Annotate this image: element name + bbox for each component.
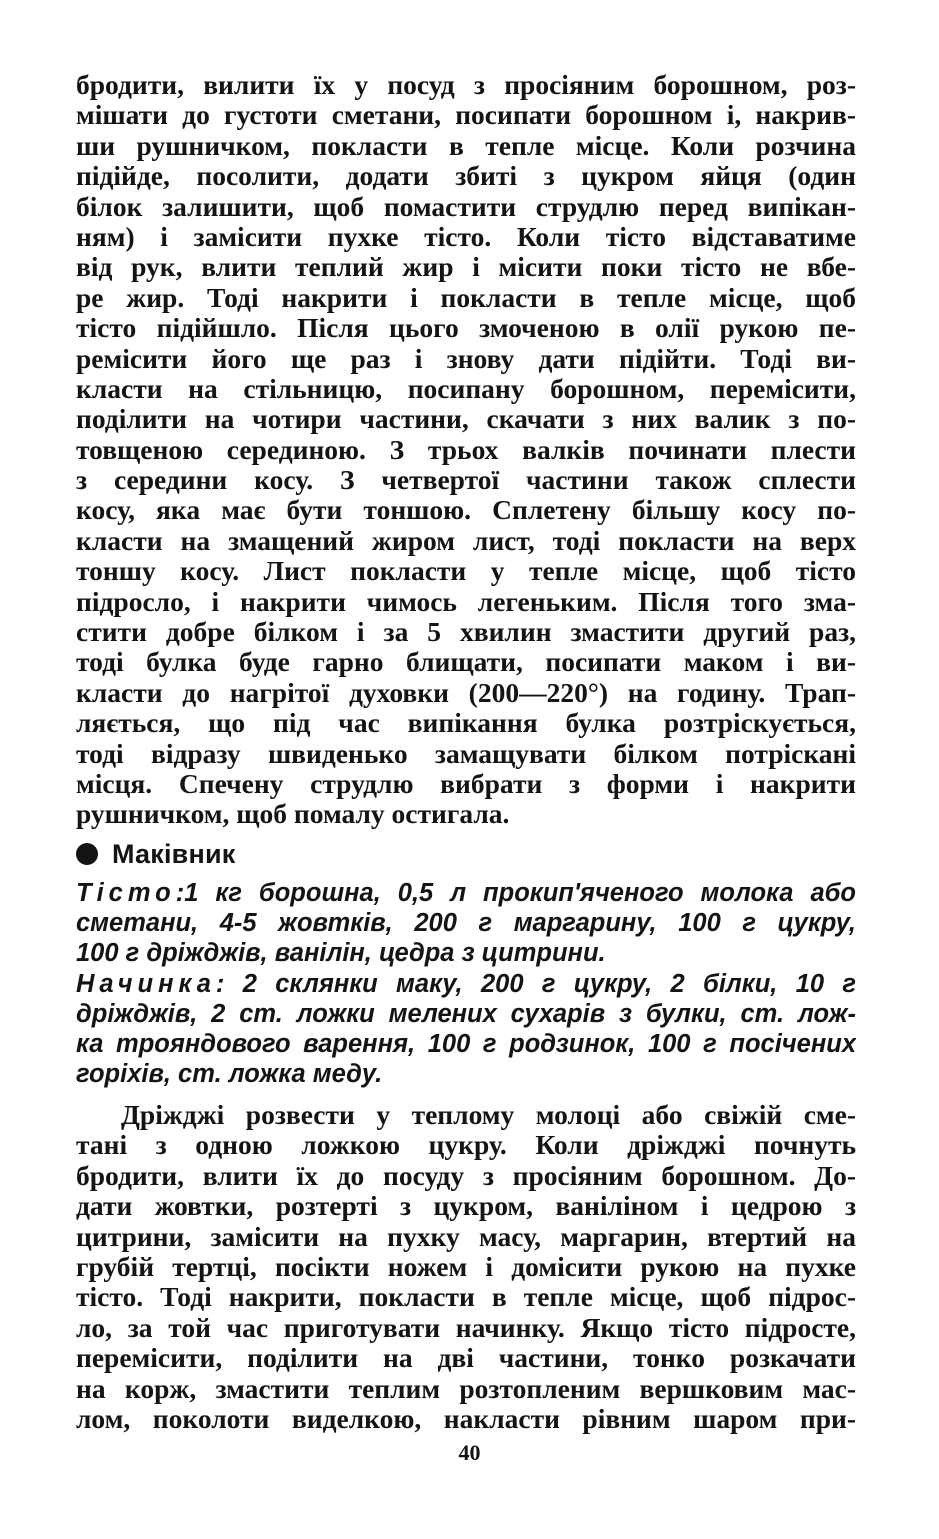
ingredients-line: сметани, 4-5 жовтків, 200 г маргарину, 100 г цукру,: [76, 909, 856, 938]
text-line: класти на змащений жиром лист, тоді покласти на верх: [76, 525, 856, 556]
text-line: тоді відразу швиденько замащувати білком потріскані: [76, 738, 856, 769]
text-line: від рук, влити теплий жир і місити поки тісто не вбе-: [76, 252, 856, 283]
text-line: товщеною серединою. З трьох валків починати плести: [76, 434, 856, 465]
text-line: цитрини, замісити на пухку масу, маргарин, втертий на: [76, 1221, 856, 1252]
ingredients-block: [76, 878, 856, 1089]
text-line: місця. Спечену струдлю вибрати з форми і накрити: [76, 768, 856, 799]
ingredients-text: : 2 склянки маку, 200 г цукру, 2 білки, 10 г: [215, 969, 856, 998]
text-line: на корж, змастити теплим розтопленим вершковим мас-: [76, 1373, 856, 1404]
text-line: мішати до густоти сметани, посипати борошном і, накрив-: [76, 100, 856, 131]
ingredients-line: 100 г дріжджів, ванілін, цедра з цитрини.: [76, 939, 606, 968]
paragraph-strudel-continuation: [76, 70, 856, 830]
paragraph-instructions: [76, 1100, 856, 1434]
filling-label: Начинка: [76, 969, 216, 998]
text-line: лом, поколоти виделкою, накласти рівним шаром при-: [76, 1403, 856, 1434]
text-line: класти на стільницю, посипану борошном, перемісити,: [76, 373, 856, 404]
text-line: Дріжджі розвести у теплому молоці або свіжій сме-: [121, 1100, 856, 1130]
text-line: рушничком, щоб помалу остигала.: [76, 799, 510, 830]
ingredients-text: :1 кг борошна, 0,5 л прокип'яченого молока або: [175, 879, 856, 907]
text-line: ре жир. Тоді накрити і покласти в тепле місце, щоб: [76, 282, 856, 313]
ingredients-line: [76, 878, 856, 908]
text-line: поділити на чотири частини, скачати з них валик з по-: [76, 404, 856, 435]
text-line: перемісити, поділити на дві частини, тонко розкачати: [76, 1343, 856, 1374]
page-number: 40: [458, 1440, 481, 1465]
ingredients-label: Тісто: [76, 879, 176, 907]
text-line: ням) і замісити пухке тісто. Коли тісто відставатиме: [76, 221, 856, 252]
text-line: бродити, влити їх до посуду з просіяним борошном. До-: [76, 1160, 856, 1191]
ingredients-line: [76, 969, 856, 999]
text-line: ремісити його ще раз і знову дати підійти. Тоді ви-: [76, 343, 856, 374]
recipe-title: Маківник: [112, 838, 236, 869]
text-line: тісто. Тоді накрити, покласти в тепле місце, щоб підрос-: [76, 1282, 856, 1313]
text-line: білок залишити, щоб помастити струдлю перед випікан-: [76, 191, 856, 222]
text-line: стити добре білком і за 5 хвилин змастити другий раз,: [76, 617, 856, 648]
text-line: тані з одною ложкою цукру. Коли дріжджі почнуть: [76, 1130, 856, 1161]
text-line: підійде, посолити, додати збиті з цукром яйця (один: [76, 161, 856, 192]
text-line: косу, яка має бути тоншою. Сплетену більшу косу по-: [76, 495, 856, 526]
ingredients-line: дріжджів, 2 ст. ложки мелених сухарів з булки, ст. лож-: [76, 999, 856, 1028]
text-line: ляється, що під час випікання булка розтріскується,: [76, 708, 856, 739]
text-line: ши рушничком, покласти в тепле місце. Коли розчина: [76, 130, 856, 161]
text-line: бродити, вилити їх у посуд з просіяним борошном, роз-: [76, 70, 856, 100]
text-line: підросло, і накрити чимось легеньким. Після того зма-: [76, 586, 856, 617]
text-line: дати жовтки, розтерті з цукром, ваніліном і цедрою з: [76, 1191, 856, 1222]
text-line: класти до нагрітої духовки (200—220°) на годину. Трап-: [76, 677, 856, 708]
text-line: з середини косу. З четвертої частини також сплести: [76, 465, 856, 496]
bullet-icon: [76, 843, 98, 865]
text-line: тісто підійшло. Після цього змоченою в олії рукою пе-: [76, 313, 856, 344]
text-line: ло, за той час приготувати начинку. Якщо тісто підросте,: [76, 1312, 856, 1343]
text-line: тоді булка буде гарно блищати, посипати маком і ви-: [76, 647, 856, 678]
ingredients-line: ка трояндового варення, 100 г родзинок, 100 г посічених: [76, 1029, 856, 1058]
text-line: тоншу косу. Лист покласти у тепле місце, щоб тісто: [76, 556, 856, 587]
recipe-heading: [76, 836, 235, 872]
text-line: грубій тертці, посікти ножем і домісити рукою на пухке: [76, 1251, 856, 1282]
ingredients-line: горіхів, ст. ложка меду.: [76, 1060, 383, 1089]
